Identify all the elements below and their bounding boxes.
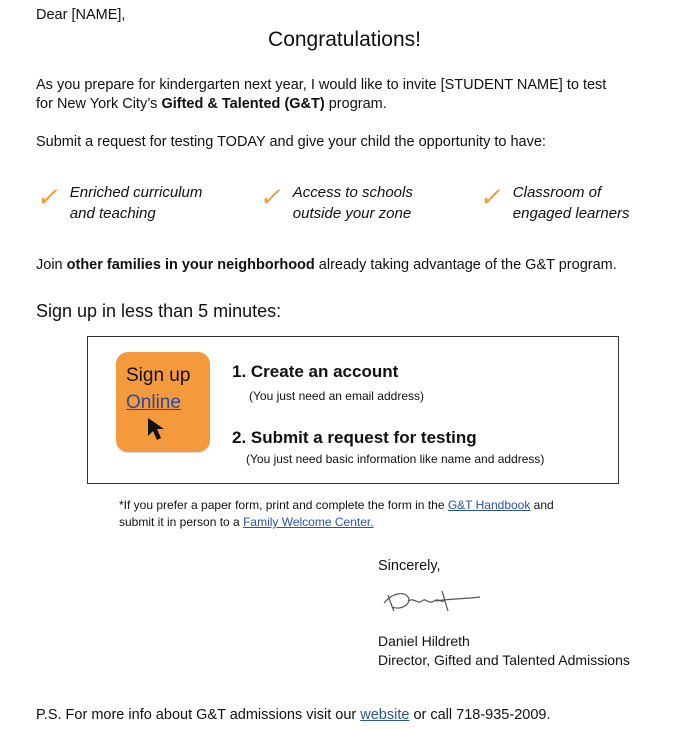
signup-heading: Sign up in less than 5 minutes: xyxy=(36,301,282,321)
benefit-line-1: Access to schools xyxy=(292,184,413,201)
family-welcome-center-link[interactable]: Family Welcome Center. xyxy=(243,515,374,529)
signup-box xyxy=(87,336,619,484)
step-note: (You just need an email address) xyxy=(249,389,424,403)
footnote-pre: *If you prefer a paper form, print and complete the form in the xyxy=(119,498,448,512)
benefit-item xyxy=(259,182,413,224)
salutation: Dear [NAME], xyxy=(36,7,126,23)
signup-button-label: Sign up xyxy=(126,365,191,386)
benefit-item xyxy=(479,182,630,224)
benefit-line-2: engaged learners xyxy=(512,205,630,222)
step-title: 1. Create an account xyxy=(232,362,399,381)
join-post: already taking advantage of the G&T program. xyxy=(314,257,617,273)
footnote-mid: and xyxy=(530,498,554,512)
step-title: 2. Submit a request for testing xyxy=(232,428,477,447)
benefit-line-1: Classroom of xyxy=(512,184,602,201)
signup-button-link[interactable]: Online xyxy=(126,392,181,413)
ps-pre: P.S. For more info about G&T admissions visit our xyxy=(36,707,361,723)
postscript xyxy=(36,707,551,723)
program-name: Gifted & Talented (G&T) xyxy=(161,96,325,112)
footnote xyxy=(119,497,554,531)
intro-line-2 xyxy=(36,95,606,114)
mouse-cursor-icon xyxy=(146,416,168,447)
checkmark-icon: ✓ xyxy=(259,182,281,212)
signer-block xyxy=(378,632,630,670)
page-title: Congratulations! xyxy=(268,28,421,51)
intro-line-2-pre: for New York City’s xyxy=(36,96,162,112)
join-pre: Join xyxy=(36,257,67,273)
benefit-line-2: outside your zone xyxy=(292,205,412,222)
signature-image xyxy=(378,583,488,622)
submit-line: Submit a request for testing TODAY and give your child the opportunity to have: xyxy=(36,134,546,150)
intro-paragraph xyxy=(36,76,606,114)
footnote-line-2-pre: submit it in person to a xyxy=(119,515,244,529)
footnote-line-1 xyxy=(119,497,554,514)
signer-title: Director, Gifted and Talented Admissions xyxy=(378,652,630,668)
closing: Sincerely, xyxy=(378,558,441,574)
signup-online-button[interactable] xyxy=(116,352,210,452)
join-line xyxy=(36,256,617,275)
benefit-item xyxy=(36,182,202,224)
join-bold: other families in your neighborhood xyxy=(66,257,315,273)
website-link[interactable]: website xyxy=(360,707,410,723)
gt-handbook-link[interactable]: G&T Handbook xyxy=(447,498,531,512)
intro-line-2-post: program. xyxy=(324,96,387,112)
benefit-line-1: Enriched curriculum xyxy=(69,184,203,201)
step-note: (You just need basic information like name and address) xyxy=(246,452,545,466)
checkmark-icon: ✓ xyxy=(36,182,58,212)
ps-post: or call 718-935-2009. xyxy=(409,707,551,723)
footnote-line-2 xyxy=(119,514,554,531)
intro-line-1: As you prepare for kindergarten next year, I would like to invite [STUDENT NAME] to test xyxy=(36,77,607,93)
signer-name: Daniel Hildreth xyxy=(378,633,470,649)
checkmark-icon: ✓ xyxy=(479,182,501,212)
benefit-line-2: and teaching xyxy=(69,205,156,222)
